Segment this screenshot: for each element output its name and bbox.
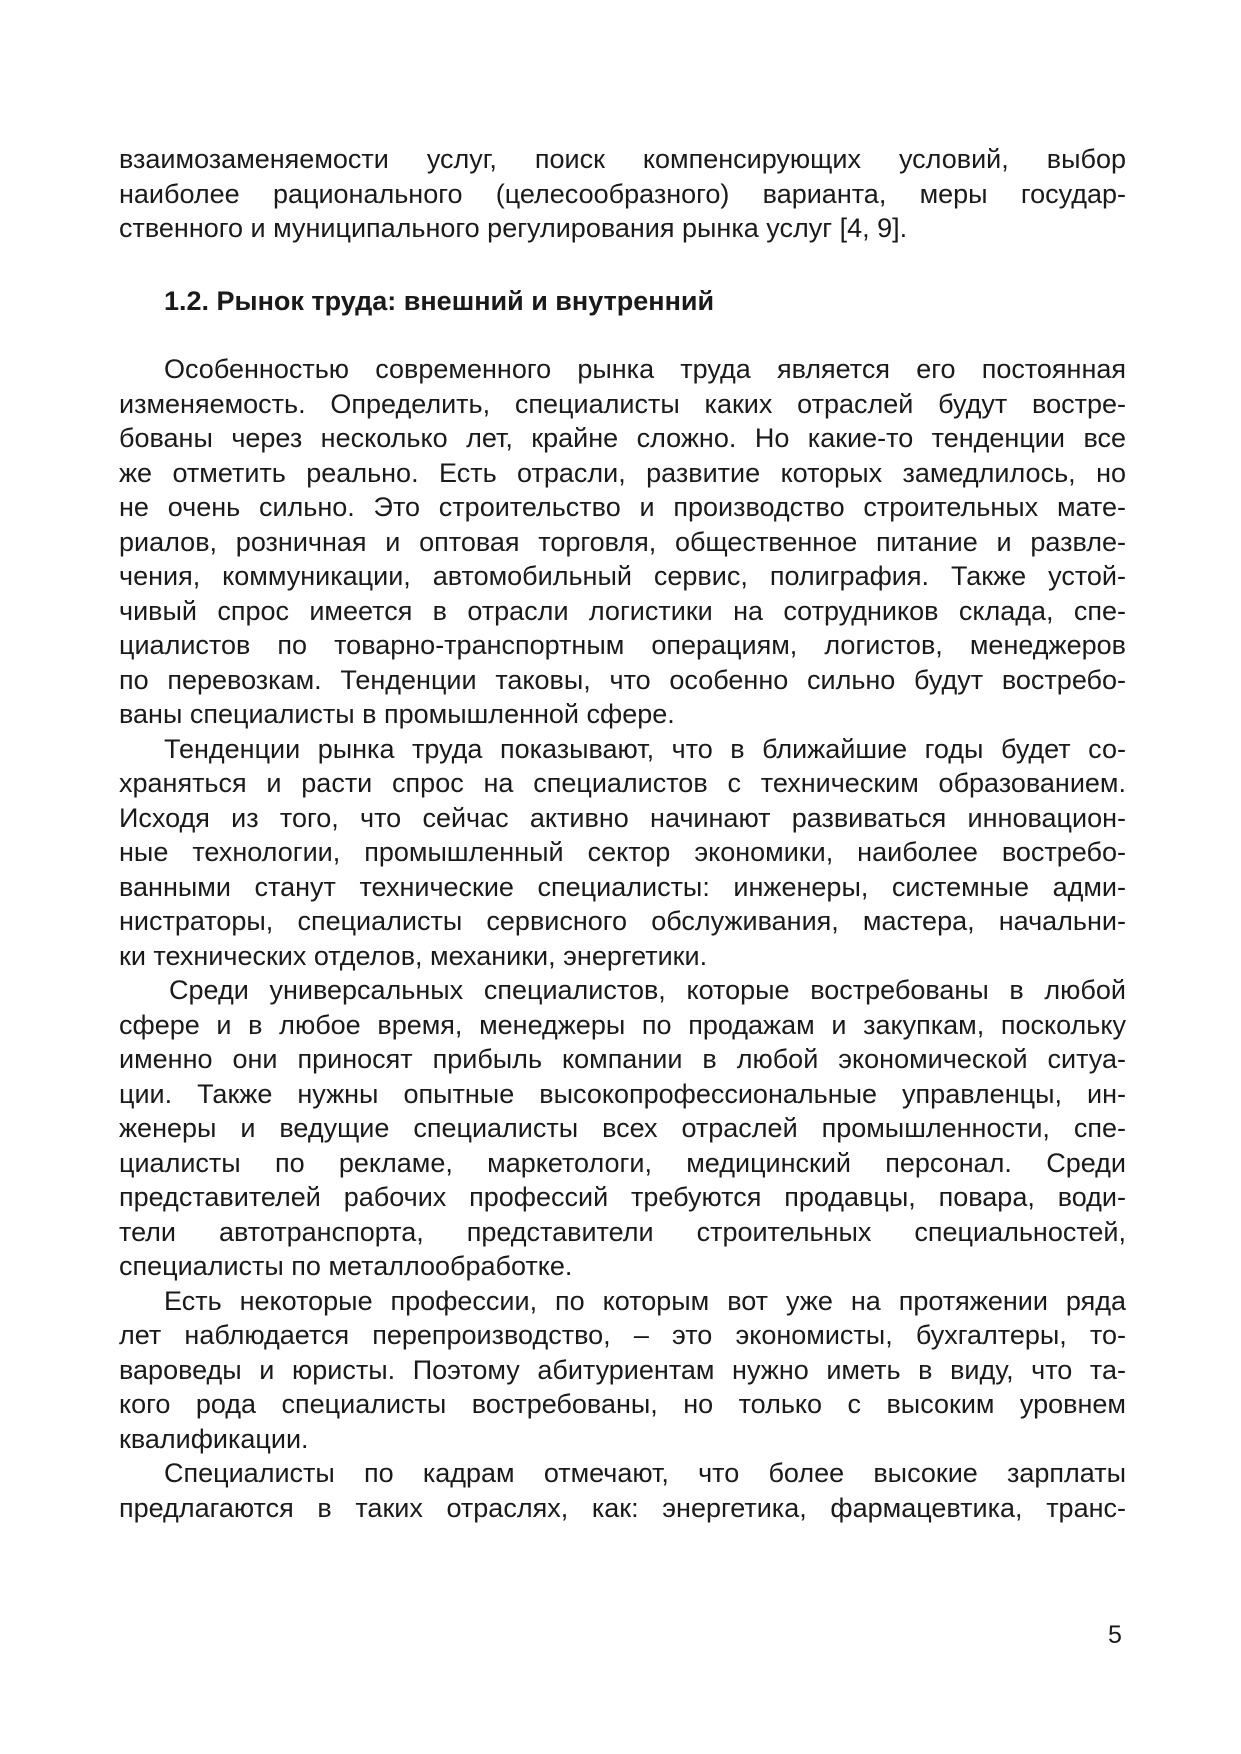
text-line: предлагаются в таких отраслях, как: энергетика, фармацевтика, транс- (119, 1492, 1126, 1523)
text-line: ваны специалисты в промышленной сфере. (119, 699, 675, 729)
text-line: бованы через несколько лет, крайне сложно. Но какие-то тенденции все (119, 423, 1126, 453)
text-line: Есть некоторые профессии, по которым вот уже на протяжении ряда (164, 1285, 1126, 1316)
intro-paragraph (119, 142, 1126, 246)
text-line: Особенностью современного рынка труда является его постоянная (164, 354, 1126, 384)
text-line: вароведы и юристы. Поэтому абитуриентам нужно иметь в виду, что та- (119, 1354, 1126, 1385)
document-page (119, 142, 1126, 1525)
text-line: кого рода специалисты востребованы, но только с высоким уровнем (119, 1389, 1126, 1419)
text-line: риалов, розничная и оптовая торговля, общественное питание и развле- (119, 526, 1126, 557)
paragraph-3 (119, 973, 1126, 1284)
text-line: Исходя из того, что сейчас активно начинают развиваться инновацион- (119, 802, 1126, 833)
text-line: циалисты по рекламе, маркетологи, медицинский персонал. Среди (119, 1147, 1126, 1178)
text-line: ции. Также нужны опытные высокопрофессиональные управленцы, ин- (119, 1078, 1126, 1109)
paragraph-2 (119, 732, 1126, 974)
text-line: чения, коммуникации, автомобильный сервис, полиграфия. Также устой- (119, 561, 1126, 591)
text-line: нистраторы, специалисты сервисного обслуживания, мастера, начальни- (119, 906, 1126, 936)
paragraph-4 (119, 1284, 1126, 1457)
text-line: взаимозаменяемости услуг, поиск компенсирующих условий, выбор (119, 144, 1126, 174)
text-line: женеры и ведущие специалисты всех отраслей промышленности, спе- (119, 1113, 1126, 1143)
text-line: специалисты по металлообработке. (119, 1251, 573, 1281)
text-line: Специалисты по кадрам отмечают, что более высокие зарплаты (164, 1458, 1126, 1488)
text-line: ственного и муниципального регулирования рынка услуг [4, 9]. (119, 213, 908, 243)
text-line: чивый спрос имеется в отрасли логистики на сотрудников склада, спе- (119, 595, 1126, 626)
text-line: по перевозкам. Тенденции таковы, что особенно сильно будут востребо- (119, 664, 1126, 695)
text-line: же отметить реально. Есть отрасли, развитие которых замедлилось, но (119, 457, 1126, 488)
text-line: циалистов по товарно-транспортным операциям, логистов, менеджеров (119, 630, 1126, 660)
text-line: храняться и расти спрос на специалистов с техническим образованием. (119, 768, 1126, 798)
text-line: Тенденции рынка труда показывают, что в ближайшие годы будет со- (164, 733, 1126, 764)
text-line: ванными станут технические специалисты: инженеры, системные адми- (119, 871, 1126, 902)
paragraph-1 (119, 352, 1126, 732)
page-number: 5 (1108, 1621, 1122, 1649)
text-line: не очень сильно. Это строительство и производство строительных мате- (119, 492, 1126, 522)
text-line: ки технических отделов, механики, энергетики. (119, 940, 708, 971)
section-heading: 1.2. Рынок труда: внешний и внутренний (164, 285, 715, 316)
text-line: наиболее рационального (целесообразного) варианта, меры государ- (119, 178, 1126, 209)
text-line: изменяемость. Определить, специалисты каких отраслей будут востре- (119, 388, 1126, 419)
text-line: лет наблюдается перепроизводство, – это экономисты, бухгалтеры, то- (119, 1320, 1126, 1350)
text-line: ные технологии, промышленный сектор экономики, наиболее востребо- (119, 837, 1126, 867)
text-line: именно они приносят прибыль компании в любой экономической ситуа- (119, 1044, 1126, 1074)
text-line: Среди универсальных специалистов, которые востребованы в любой (169, 975, 1126, 1005)
text-line: сфере и в любое время, менеджеры по продажам и закупкам, поскольку (119, 1009, 1126, 1040)
text-line: тели автотранспорта, представители строительных специальностей, (119, 1216, 1126, 1247)
text-line: квалификации. (119, 1423, 309, 1454)
paragraph-5 (119, 1456, 1126, 1525)
text-line: представителей рабочих профессий требуются продавцы, повара, води- (119, 1182, 1126, 1212)
